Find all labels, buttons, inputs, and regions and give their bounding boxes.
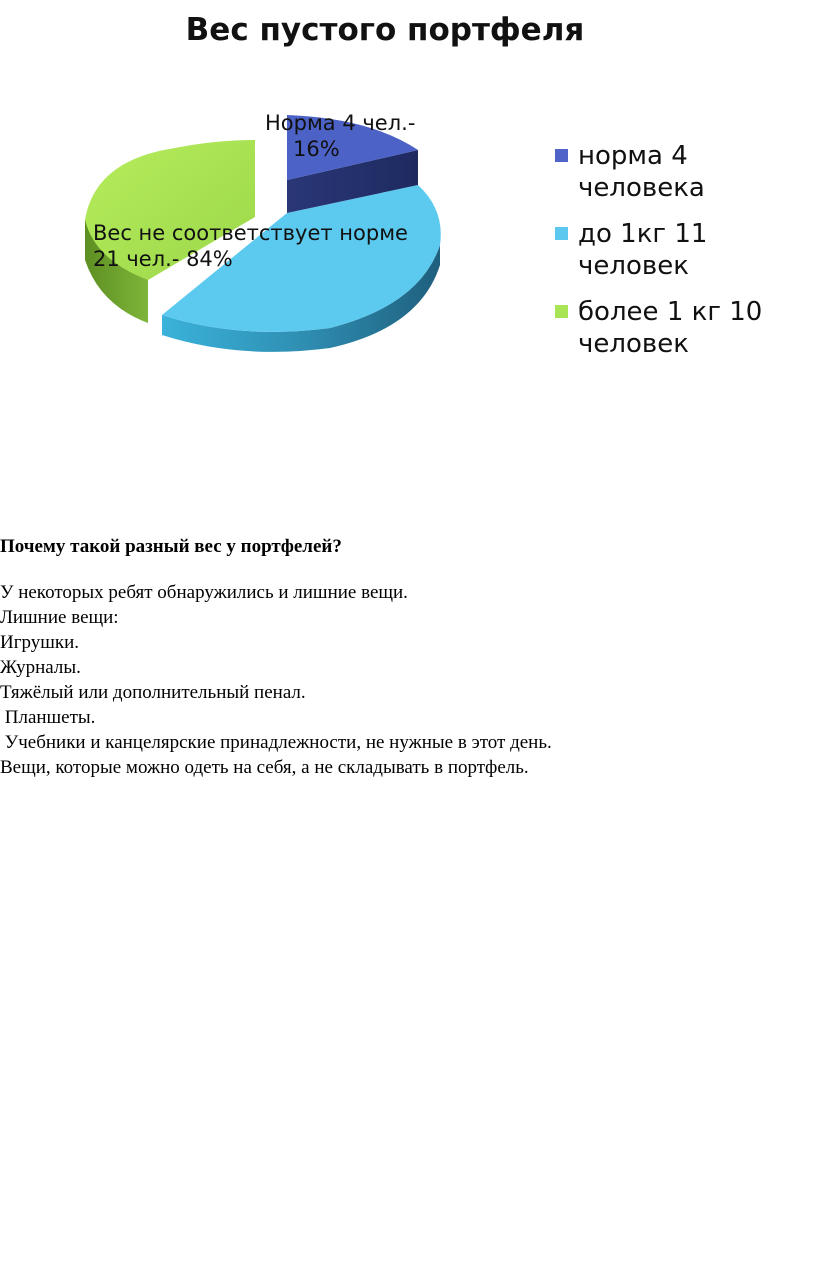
chart-title: Вес пустого портфеля [185, 12, 585, 48]
document-body [0, 536, 810, 780]
text-line: Журналы. [0, 657, 81, 678]
text-line: Вещи, которые можно одеть на себя, а не складывать в портфель. [0, 757, 529, 778]
text-line: У некоторых ребят обнаружились и лишние вещи. [0, 582, 408, 603]
legend-text-norm: норма 4 человека [578, 141, 705, 203]
legend-swatch-over-1kg [555, 305, 568, 318]
chart-legend [555, 140, 805, 374]
pie-label-not-norm [93, 220, 408, 272]
text-line: Учебники и канцелярские принадлежности, не нужные в этот день. [0, 732, 552, 753]
pie-label-not-norm-line1: Вес не соответствует норме [93, 221, 408, 245]
legend-text-up-to-1kg: до 1кг 11 человек [578, 219, 708, 281]
text-line: Лишние вещи: [0, 607, 119, 628]
legend-item-norm [555, 140, 805, 204]
legend-item-over-1kg [555, 296, 805, 360]
text-line: Игрушки. [0, 632, 80, 653]
legend-swatch-up-to-1kg [555, 227, 568, 240]
legend-text-over-1kg: более 1 кг 10 человек [578, 297, 763, 359]
pie-label-not-norm-line2: 21 чел.- 84% [93, 247, 233, 271]
pie-label-norm-line1: Норма 4 чел.- [265, 111, 416, 135]
text-line: Планшеты. [0, 707, 96, 728]
section-heading: Почему такой разный вес у портфелей? [0, 536, 342, 557]
pie-label-norm [265, 110, 415, 162]
legend-item-up-to-1kg [555, 218, 805, 282]
text-line: Тяжёлый или дополнительный пенал. [0, 682, 306, 703]
legend-swatch-norm [555, 149, 568, 162]
pie-label-norm-line2: 16% [293, 137, 340, 161]
